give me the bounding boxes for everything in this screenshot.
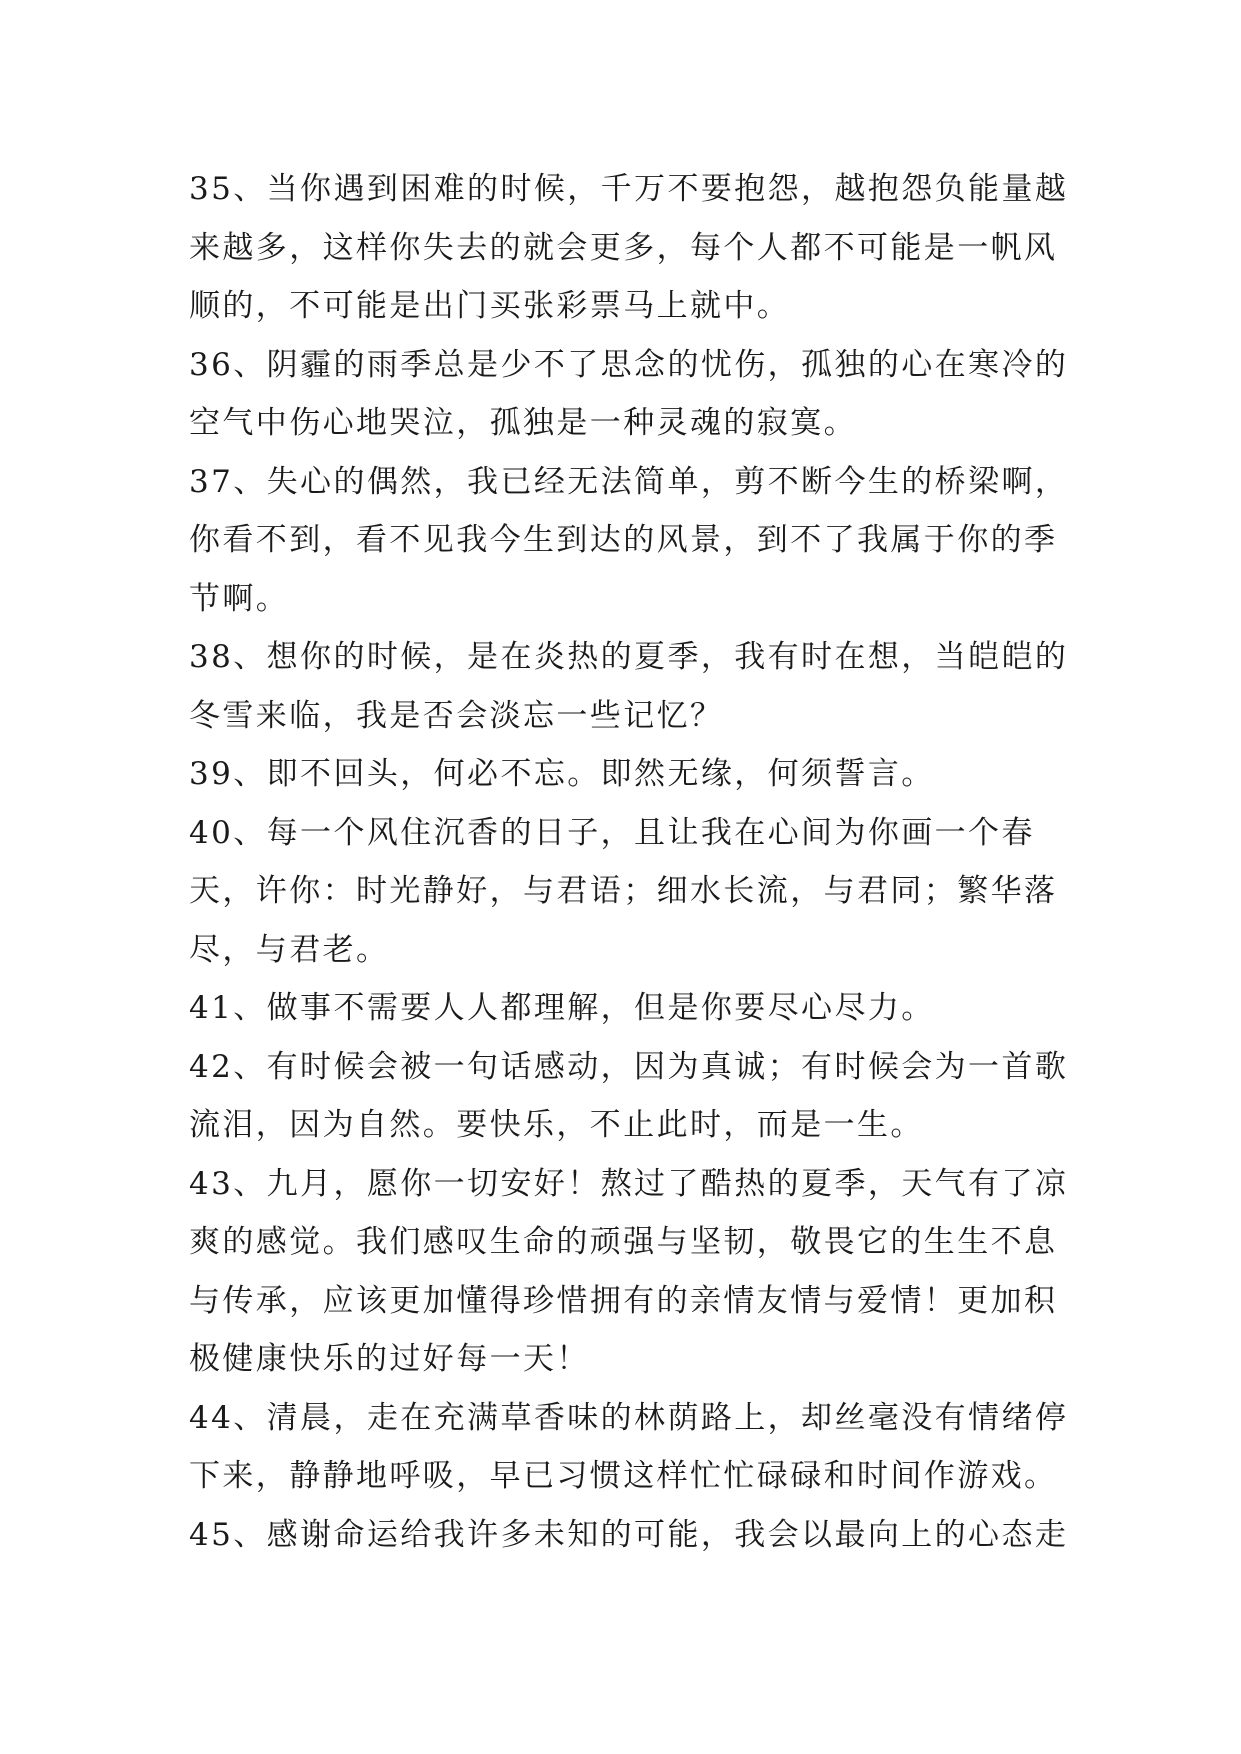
document-page [189,160,1069,1564]
paragraph-36: 36、阴霾的雨季总是少不了思念的忧伤，孤独的心在寒冷的空气中伤心地哭泣，孤独是一种灵魂的寂寞。 [189,346,1069,441]
paragraph-35: 35、当你遇到困难的时候，千万不要抱怨，越抱怨负能量越来越多，这样你失去的就会更多，每个人都不可能是一帆风顺的，不可能是出门买张彩票马上就中。 [189,171,1069,324]
paragraph-43: 43、九月，愿你一切安好！熬过了酷热的夏季，天气有了凉爽的感觉。我们感叹生命的顽强与坚韧，敬畏它的生生不息与传承，应该更加懂得珍惜拥有的亲情友情与爱情！更加积极健康快乐的过好每一天！ [189,1165,1069,1377]
paragraph-42: 42、有时候会被一句话感动，因为真诚；有时候会为一首歌流泪，因为自然。要快乐，不止此时，而是一生。 [189,1048,1069,1143]
paragraph-39: 39、即不回头，何必不忘。即然无缘，何须誓言。 [189,756,935,792]
paragraph-45: 45、感谢命运给我许多未知的可能，我会以最向上的心态走 [189,1516,1069,1553]
paragraph-44: 44、清晨，走在充满草香味的林荫路上，却丝毫没有情绪停下来，静静地呼吸，早已习惯这样忙忙碌碌和时间作游戏。 [189,1399,1069,1494]
paragraph-38: 38、想你的时候，是在炎热的夏季，我有时在想，当皑皑的冬雪来临，我是否会淡忘一些记忆？ [189,639,1069,734]
paragraph-41: 41、做事不需要人人都理解，但是你要尽心尽力。 [189,990,935,1026]
paragraph-37: 37、失心的偶然，我已经无法简单，剪不断今生的桥梁啊，你看不到，看不见我今生到达的风景，到不了我属于你的季节啊。 [189,463,1069,617]
paragraph-40: 40、每一个风住沉香的日子，且让我在心间为你画一个春天，许你：时光静好，与君语；细水长流，与君同；繁华落尽，与君老。 [189,814,1058,968]
